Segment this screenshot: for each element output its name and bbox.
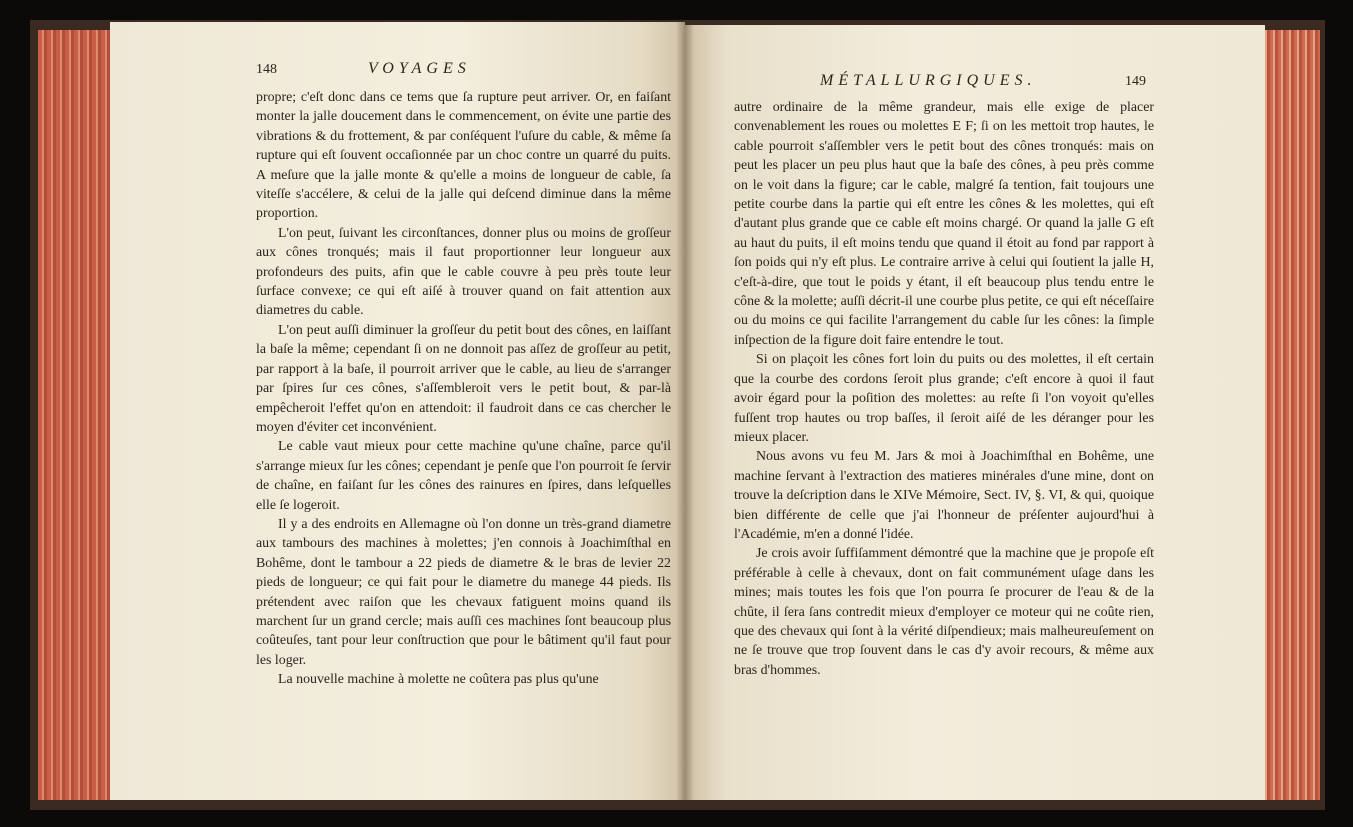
- paragraph: autre ordinaire de la même grandeur, mais elle exige de placer convenablement les roues ou molettes E F; ſi on les mettoit trop hautes, le cable pourroit s'aſſembler vers le petit bout des cônes tronqués: mais on peut les placer un peu plus haut que la baſe des cônes, à peu près comme on le voit dans la figure; car le cable, malgré ſa tention, fait toujours une petite courbe dans la partie qui eſt entre les cônes & les molettes, qui eſt d'autant plus grande que ce cable eſt moins chargé. Or quand la jalle G eſt au haut du puits, il eſt moins tendu que quand il étoit au fond par rapport à ſon poids qui n'y eſt plus. Le contraire arrive à celui qui ſoutient la jalle H, c'eſt-à-dire, que tout le poids y étant, il eſt beaucoup plus tendu entre le cône & la molette; auſſi décrit-il une courbe plus petite, ce qui eſt néceſſaire ou du moins ce qui facilite l'arrangement du cable ſur les cônes: la ſimple inſpection de la figure doit faire entendre le tout.: [734, 100, 1154, 348]
- right-page-number: 149: [1125, 74, 1146, 89]
- paragraph: Si on plaçoit les cônes fort loin du puits ou des molettes, il eſt certain que la courbe des cordons ſeroit plus grande; c'eſt encore à quoi il faut avoir égard pour la poſition des molettes: au reſte ſi l'on voyoit qu'elles fuſſent trop hautes ou trop baſſes, il ſeroit aiſé de les déranger pour les mieux placer.: [734, 352, 1154, 445]
- left-running-title: VOYAGES: [368, 60, 471, 77]
- left-page-number: 148: [256, 62, 277, 77]
- right-page-edges: [1262, 30, 1320, 800]
- right-page-body: [734, 98, 1154, 680]
- paragraph: L'on peut auſſi diminuer la groſſeur du petit bout des cônes, en laiſſant la baſe la même; cependant ſi on ne donnoit pas aſſez de groſſeur au petit, par rapport à la baſe, il pourroit arriver que le cable, au lieu de s'arranger par ſpires ſur ces cônes, s'aſſembleroit vers le petit bout, & par-là empêcheroit l'effet qu'on en attendoit: il faudroit dans ce cas chercher le moyen d'éviter cet inconvénient.: [256, 322, 671, 435]
- right-running-title: MÉTALLURGIQUES.: [820, 72, 1037, 89]
- book-gutter: [676, 22, 694, 800]
- paragraph: La nouvelle machine à molette ne coûtera pas plus qu'une: [278, 672, 599, 688]
- paragraph: Je crois avoir ſuffiſamment démontré que la machine que je propoſe eſt préférable à celle à chevaux, dont on fait communément uſage dans les mines; mais toutes les fois que l'on pourra ſe procurer de l'eau & de la chûte, il ſera ſans contredit mieux d'employer ce moteur qui ne coûte rien, que des chevaux qui ſont à la vérité diſpendieux; mais malheureuſement on ne ſe trouve que trop ſouvent dans le cas d'y avoir recours, & même aux bras d'hommes.: [734, 546, 1154, 678]
- paragraph: Il y a des endroits en Allemagne où l'on donne un très-grand diametre aux tambours des machines à molettes; j'en connois à Joachimſthal en Bohême, dont le tambour a 22 pieds de diametre & le bras de levier 22 pieds de longueur; ce qui fait pour le diametre du manege 44 pieds. Ils prétendent avec raiſon que les chevaux fatiguent moins quand ils marchent ſur un grand cercle; mais auſſi ces machines ſont beaucoup plus coûteuſes, tant pour leur conſtruction que pour le bâtiment qu'il faut pour les loger.: [256, 516, 671, 668]
- paragraph: L'on peut, ſuivant les circonſtances, donner plus ou moins de groſſeur aux cônes tronqués; mais il faut proportionner leur longueur aux profondeurs des puits, afin que le cable couvre à peu près toute leur ſurface convexe; ce qui eſt aiſé à trouver quand on fait attention aux diametres du cable.: [256, 225, 671, 319]
- paragraph: propre; c'eſt donc dans ce tems que ſa rupture peut arriver. Or, en faiſant monter la jalle doucement dans le commencement, on évite une partie des vibrations & du frottement, & par conſéquent l'uſure du cable, & même ſa rupture qui eſt ſouvent occaſionnée par un choc contre un quarré du puits. A meſure que la jalle monte & qu'elle a moins de longueur de cable, ſa viteſſe s'accélere, & celui de la jalle qui deſcend diminue dans la même proportion.: [256, 90, 671, 222]
- left-page-body: [256, 88, 671, 690]
- paragraph: Le cable vaut mieux pour cette machine qu'une chaîne, parce qu'il s'arrange mieux ſur les cônes; cependant je penſe que l'on pourroit ſe ſervir de chaîne, en faiſant ſur les cônes des rainures en ſpires, dans leſquelles elle ſe logeroit.: [256, 439, 671, 513]
- left-page-edges: [38, 30, 110, 800]
- paragraph: Nous avons vu feu M. Jars & moi à Joachimſthal en Bohême, une machine ſervant à l'extraction des matieres minérales d'une mine, dont on trouve la deſcription dans le XIVe Mémoire, Sect. IV, §. VI, & qui, quoique bien différente de celle que j'ai l'honneur de préſenter aujourd'hui à l'Académie, m'en a donné l'idée.: [734, 449, 1154, 542]
